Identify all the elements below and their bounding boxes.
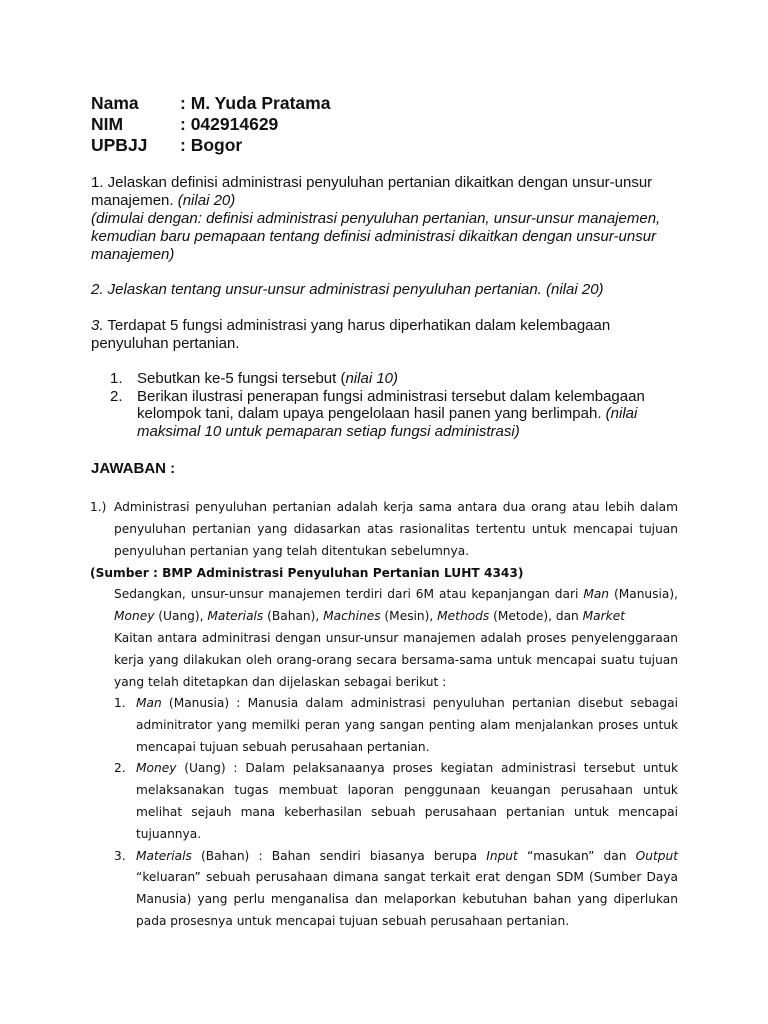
question-3-text: Terdapat 5 fungsi administrasi yang harus diperhatikan dalam kelembagaan penyuluhan pertanian. — [91, 317, 611, 352]
list-number: 2. — [110, 387, 123, 405]
answer-1 — [90, 497, 678, 562]
term-input: Input — [486, 848, 518, 863]
answer-1-number: 1.) — [90, 500, 107, 514]
question-3-sublist — [110, 370, 670, 440]
list-text: (Uang) : Dalam pelaksanaanya proses kegiatan administrasi tersebut untuk melaksanakan tugas membuat laporan penggunaan keuangan perusahaan untuk melihat sejauh mana keberhasilan sebuah perusahaan pertanian untuk mencapai tujuannya. — [136, 761, 678, 841]
question-1-note: (dimulai dengan: definisi administrasi penyuluhan pertanian, unsur-unsur manajemen, kemudian baru pemapaan tentang definisi administrasi dikaitkan dengan unsur-unsur manajemen) — [91, 210, 661, 263]
term-market: Market — [582, 608, 625, 623]
question-3-number: 3. — [91, 317, 104, 334]
list-text: “keluaran” sebuah perusahaan dimana sangat terkait erat dengan SDM (Sumber Daya Manusia) yang perlu menganalisa dan melaporkan kebutuhan bahan yang diperlukan pada prosesnya untuk mencapai tujuan sebuah perusahaan pertanian. — [136, 870, 678, 928]
list-term: Man — [136, 696, 162, 710]
paragraph-text: (Metode), dan — [489, 608, 583, 623]
student-identity — [91, 93, 491, 156]
identity-value: : Bogor — [180, 135, 243, 155]
identity-row-upbjj — [91, 135, 491, 156]
list-number: 3. — [114, 848, 126, 863]
question-1-score: (nilai 20) — [177, 192, 236, 209]
paragraph-text: (Manusia), — [609, 587, 678, 601]
term-machines: Machines — [323, 608, 381, 623]
identity-value: : M. Yuda Pratama — [180, 93, 331, 113]
list-item — [110, 388, 670, 441]
question-1-text: 1. Jelaskan definisi administrasi penyuluhan pertanian dikaitkan dengan unsur-unsur manajemen. — [91, 174, 653, 209]
paragraph-text: Sedangkan, unsur-unsur manajemen terdiri dari 6M atau kepanjangan dari — [114, 587, 584, 601]
list-text: (Manusia) : Manusia dalam administrasi penyuluhan pertanian disebut sebagai adminitrator yang memilki peran yang sangan penting alam menjalankan proses untuk mencapai tujuan sebuah perusahaan pertanian. — [136, 696, 678, 754]
list-text: Berikan ilustrasi penerapan fungsi administrasi tersebut dalam kelembagaan kelompok tani, dalam upaya pengelolaan hasil panen yang berlimpah. — [137, 387, 645, 422]
answer-source: (Sumber : BMP Administrasi Penyuluhan Pertanian LUHT 4343) — [90, 566, 524, 580]
answer-1-text: Administrasi penyuluhan pertanian adalah kerja sama antara dua orang atau lebih dalam penyuluhan pertanian yang didasarkan atas rasionalitas tertentu untuk mencapai tujuan penyuluhan pertanian yang telah ditentukan sebelumnya. — [114, 500, 678, 558]
list-score: (nilai maksimal 10 untuk pemaparan setiap fungsi administrasi) — [137, 405, 638, 440]
question-1 — [91, 174, 671, 264]
list-text: (Bahan) : Bahan sendiri biasanya berupa — [191, 848, 487, 863]
paragraph-text: (Bahan), — [263, 608, 324, 623]
identity-label: Nama — [91, 93, 139, 113]
list-item — [110, 370, 670, 388]
list-item — [114, 846, 678, 933]
list-text: “masukan” dan — [517, 848, 636, 863]
identity-value: : 042914629 — [180, 114, 279, 134]
list-item — [114, 693, 678, 758]
question-3 — [91, 317, 671, 353]
list-number: 1. — [114, 696, 126, 710]
management-elements-paragraph — [114, 584, 678, 628]
identity-row-nama — [91, 93, 491, 114]
term-methods: Methods — [437, 608, 490, 623]
term-man: Man — [583, 587, 610, 601]
identity-row-nim — [91, 114, 491, 135]
answer-heading: JAWABAN : — [91, 460, 176, 477]
paragraph-text: (Mesin), — [380, 608, 438, 623]
term-materials: Materials — [207, 608, 264, 623]
list-item — [114, 758, 678, 845]
list-score: nilai 10) — [345, 370, 398, 387]
list-number: 1. — [110, 370, 123, 387]
list-number: 2. — [114, 761, 126, 776]
identity-label: UPBJJ — [91, 135, 148, 155]
paragraph-text: (Uang), — [154, 608, 208, 623]
list-term: Materials — [136, 848, 192, 863]
identity-label: NIM — [91, 114, 124, 134]
question-2 — [91, 281, 671, 299]
relation-paragraph: Kaitan antara adminitrasi dengan unsur-unsur manajemen adalah proses penyelenggaraan kerja yang dilakukan oleh orang-orang secara bersama-sama untuk mencapai suatu tujuan yang telah ditetapkan dan dijelaskan sebagai berikut : — [114, 631, 678, 689]
term-money: Money — [114, 608, 155, 623]
question-2-text: 2. Jelaskan tentang unsur-unsur administrasi penyuluhan pertanian. (nilai 20) — [91, 281, 604, 298]
list-term: Money — [136, 761, 177, 776]
list-text: Sebutkan ke-5 fungsi tersebut ( — [137, 370, 346, 387]
term-output: Output — [635, 848, 678, 863]
elements-list — [114, 693, 678, 933]
